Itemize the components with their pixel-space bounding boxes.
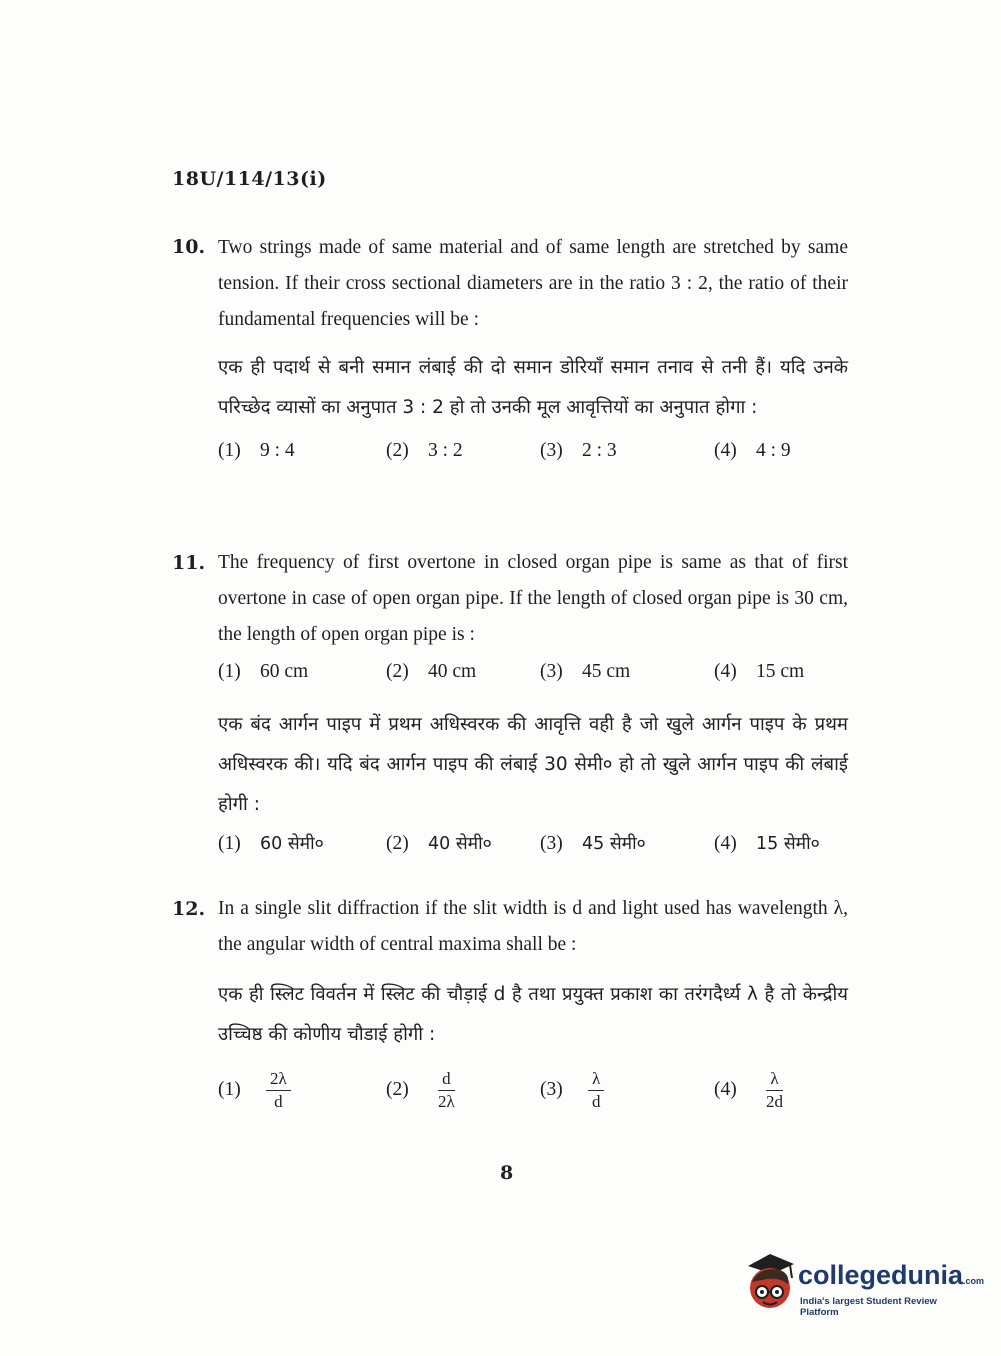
fraction-denominator: 2d — [766, 1092, 783, 1111]
option-2: (2) $\frac{d}{2\lambda}$ — [386, 1069, 459, 1112]
question-number: 10. — [172, 236, 206, 258]
brand-tagline: India's largest Student Review Platform — [800, 1296, 937, 1318]
question-number: 11. — [172, 552, 206, 574]
option-2: (2) 40 सेमी० — [386, 833, 492, 854]
fraction-denominator: 2λ — [438, 1092, 455, 1111]
option-4: (4) 4 : 9 — [714, 440, 791, 461]
collegedunia-logo — [742, 1252, 985, 1322]
question-text-hindi: एक ही पदार्थ से बनी समान लंबाई की दो समान डोरियाँ समान तनाव से तनी हैं। यदि उनके परिच्छेद व्यासों का अनुपात 3 : 2 हो तो उनकी मूल आवृत्तियों का अनुपात होगा : — [218, 357, 848, 418]
option-3: (3) 45 सेमी० — [540, 833, 646, 854]
fraction-numerator: d — [438, 1069, 455, 1091]
question-text-hindi: एक ही स्लिट विवर्तन में स्लिट की चौड़ाई d है तथा प्रयुक्त प्रकाश का तरंगदैर्ध्य λ है तो केन्द्रीय उच्चिष्ठ की कोणीय चौडाई होगी : — [218, 984, 848, 1045]
option-1: (1) 60 सेमी० — [218, 833, 324, 854]
option-4: (4) 15 सेमी० — [714, 833, 820, 854]
page-number: 8 — [500, 1162, 514, 1184]
option-1: (1) $\frac{2\lambda}{d}$ — [218, 1069, 291, 1112]
question-text-english: The frequency of first overtone in closed organ pipe is same as that of first overtone in case of open organ pipe. If the length of closed organ pipe is 30 cm, the length of open organ pipe is : — [218, 552, 848, 645]
fraction-numerator: λ — [588, 1069, 604, 1091]
option-2: (2) 3 : 2 — [386, 440, 463, 461]
question-text-english: In a single slit diffraction if the slit width is d and light used has wavelength λ, the angular width of central maxima shall be : — [218, 898, 848, 955]
option-4: (4) $\frac{\lambda}{2d}$ — [714, 1069, 787, 1112]
option-2: (2) 40 cm — [386, 661, 477, 682]
option-3: (3) $\frac{\lambda}{d}$ — [540, 1069, 605, 1112]
fraction-denominator: d — [274, 1092, 283, 1111]
fraction-numerator: λ — [766, 1069, 782, 1091]
question-number: 12. — [172, 898, 206, 920]
options-row — [218, 440, 848, 472]
options-row — [218, 661, 848, 693]
options-row-hindi — [218, 831, 848, 863]
fraction-denominator: d — [592, 1092, 601, 1111]
option-4: (4) 15 cm — [714, 661, 805, 682]
brand-name: collegedunia.com — [798, 1260, 985, 1290]
option-3: (3) 2 : 3 — [540, 440, 617, 461]
option-1: (1) 60 cm — [218, 661, 309, 682]
question-text-english: Two strings made of same material and of same length are stretched by same tension. If their cross sectional diameters are in the ratio 3 : 2, the ratio of their fundamental frequencies will be : — [218, 237, 848, 330]
option-1: (1) 9 : 4 — [218, 440, 295, 461]
paper-code: 18U/114/13(i) — [172, 168, 327, 190]
mascot-icon — [742, 1252, 798, 1318]
option-3: (3) 45 cm — [540, 661, 631, 682]
options-row — [218, 1069, 848, 1117]
question-text-hindi: एक बंद आर्गन पाइप में प्रथम अधिस्वरक की आवृत्ति वही है जो खुले आर्गन पाइप के प्रथम अधिस्वरक की। यदि बंद आर्गन पाइप की लंबाई 30 सेमी० हो तो खुले आर्गन पाइप की लंबाई होगी : — [218, 714, 848, 815]
fraction-numerator: 2λ — [266, 1069, 291, 1091]
